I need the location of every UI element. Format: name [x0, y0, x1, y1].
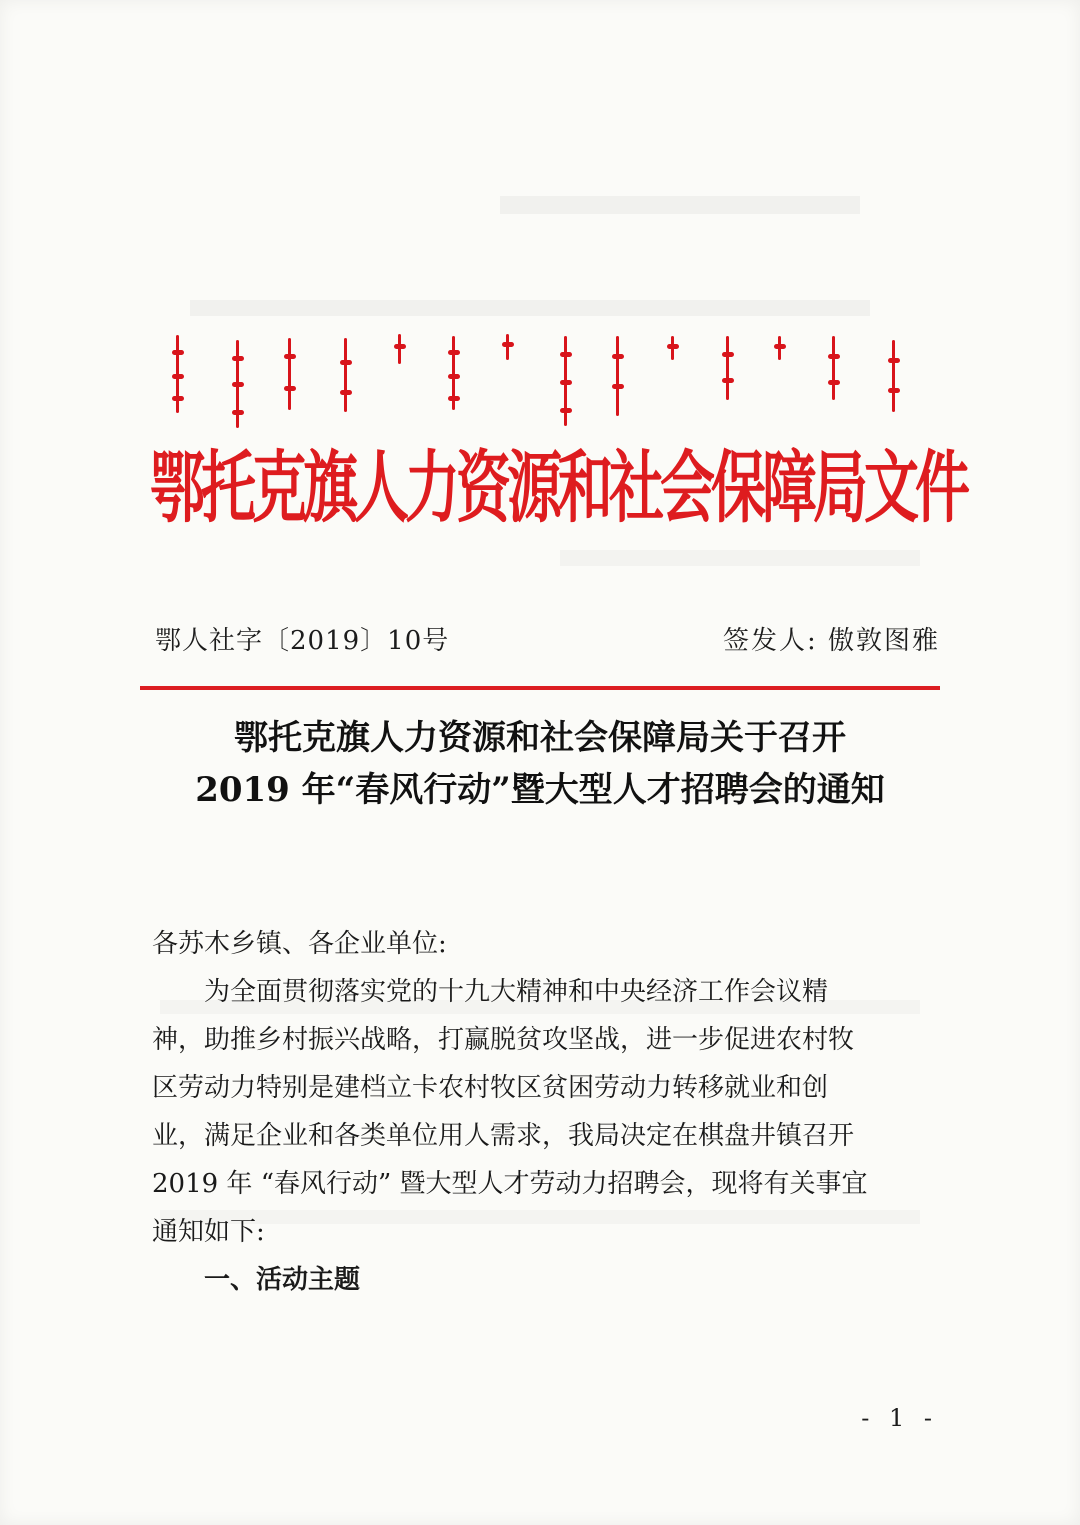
notice-title: [140, 712, 940, 816]
notice-title-line: 2019 年“春风行动”暨大型人才招聘会的通知: [195, 770, 885, 810]
bleed-through-mark: [500, 196, 860, 214]
document-number: 鄂人社字〔2019〕10号: [155, 626, 450, 656]
red-divider: [140, 686, 940, 690]
body-line: 2019 年 “春风行动” 暨大型人才劳动力招聘会，现将有关事宜: [152, 1169, 868, 1199]
body-line: 业，满足企业和各类单位用人需求，我局决定在棋盘井镇召开: [152, 1121, 855, 1151]
notice-title-line: 鄂托克旗人力资源和社会保障局关于召开: [234, 718, 846, 758]
salutation: 各苏木乡镇、各企业单位:: [152, 929, 447, 959]
agency-header-title: 鄂托克旗人力资源和社会保障局文件: [150, 442, 967, 534]
body-line: 区劳动力特别是建档立卡农村牧区贫困劳动力转移就业和创: [152, 1073, 829, 1103]
body-line: 神，助推乡村振兴战略，打赢脱贫攻坚战，进一步促进农村牧: [152, 1025, 855, 1055]
signer: 签发人: 傲敦图雅: [722, 626, 940, 656]
body-line: 通知如下:: [152, 1217, 265, 1247]
body-paragraph: [152, 968, 932, 1256]
page-number: - 1 -: [861, 1404, 938, 1432]
mongolian-script-title: [160, 330, 920, 430]
body-line: 为全面贯彻落实党的十九大精神和中央经济工作会议精: [152, 977, 829, 1007]
bleed-through-mark: [190, 300, 870, 316]
bleed-through-mark: [560, 550, 920, 566]
notice-body: [152, 920, 932, 1304]
section-heading: 一、活动主题: [204, 1265, 361, 1295]
